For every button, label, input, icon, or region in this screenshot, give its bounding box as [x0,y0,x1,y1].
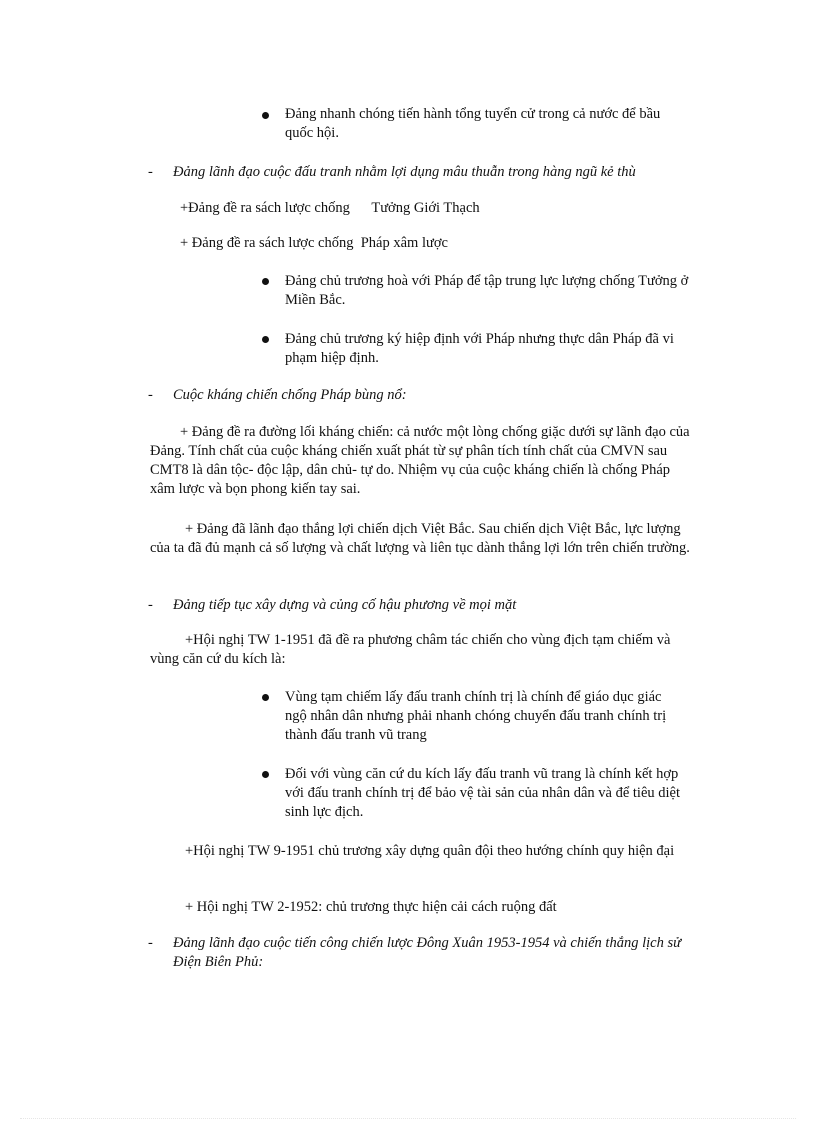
heading-dash: - [148,935,153,951]
bullet-item: Vùng tạm chiếm lấy đấu tranh chính trị là chính để giáo dục giác ngộ nhân dân nhưng phải nhanh chóng chuyển đấu tranh chính trị thành đấu tranh vũ trang [285,689,667,743]
heading-dash: - [148,164,153,180]
plus-paragraph: + Đảng đã lãnh đạo thắng lợi chiến dịch Việt Bắc. Sau chiến dịch Việt Bắc, lực lượng của ta đã đủ mạnh cả số lượng và chất lượng và liên tục dành thắng lợi lớn trên chiến trường. [150,521,690,556]
heading-dash: - [148,387,153,403]
section-heading: Đảng tiếp tục xây dựng và củng cố hậu phương về mọi mặt [173,597,517,613]
section-heading: Cuộc kháng chiến chống Pháp bùng nổ: [173,387,407,403]
plus-paragraph: +Hội nghị TW 1-1951 đã đề ra phương châm tác chiến cho vùng địch tạm chiếm và vùng căn cứ du kích là: [150,632,671,667]
plus-paragraph: + Đảng đề ra đường lối kháng chiến: cả nước một lòng chống giặc dưới sự lãnh đạo của Đảng. Tính chất của cuộc kháng chiến xuất phát từ sự phân tích tính chất của CMVN sau CMT8 là dân tộc- độc lập, dân chủ- tự do. Nhiệm vụ của cuộc kháng chiến là chống Pháp xâm lược và bọn phong kiến tay sai. [150,424,690,497]
plus-item: +Đảng đề ra sách lược chống Tưởng Giới Thạch [180,200,480,216]
bullet-dot-icon [262,278,269,285]
bullet-item: Đảng chủ trương ký hiệp định với Pháp nhưng thực dân Pháp đã vi phạm hiệp định. [285,331,674,366]
page-bottom-divider [20,1118,796,1119]
bullet-item: Đảng chủ trương hoà với Pháp để tập trung lực lượng chống Tưởng ở Miền Bắc. [285,273,689,308]
bullet-dot-icon [262,694,269,701]
bullet-item: Đảng nhanh chóng tiến hành tổng tuyển cử trong cả nước để bầu quốc hội. [285,106,661,141]
plus-paragraph: +Hội nghị TW 9-1951 chủ trương xây dựng quân đội theo hướng chính quy hiện đại [185,843,675,859]
bullet-dot-icon [262,112,269,119]
heading-dash: - [148,597,153,613]
plus-item: + Đảng đề ra sách lược chống Pháp xâm lược [180,235,448,251]
section-heading: Đảng lãnh đạo cuộc tiến công chiến lược Đông Xuân 1953-1954 và chiến thắng lịch sử Điện Biên Phủ: [173,935,682,970]
section-heading: Đảng lãnh đạo cuộc đấu tranh nhằm lợi dụng mâu thuẫn trong hàng ngũ kẻ thù [173,164,636,180]
bullet-item: Đối với vùng căn cứ du kích lấy đấu tranh vũ trang là chính kết hợp với đấu tranh chính trị để bảo vệ tài sản của nhân dân và để tiêu diệt sinh lực địch. [285,766,681,820]
plus-item: + Hội nghị TW 2-1952: chủ trương thực hiện cải cách ruộng đất [185,899,557,915]
bullet-dot-icon [262,336,269,343]
bullet-dot-icon [262,771,269,778]
